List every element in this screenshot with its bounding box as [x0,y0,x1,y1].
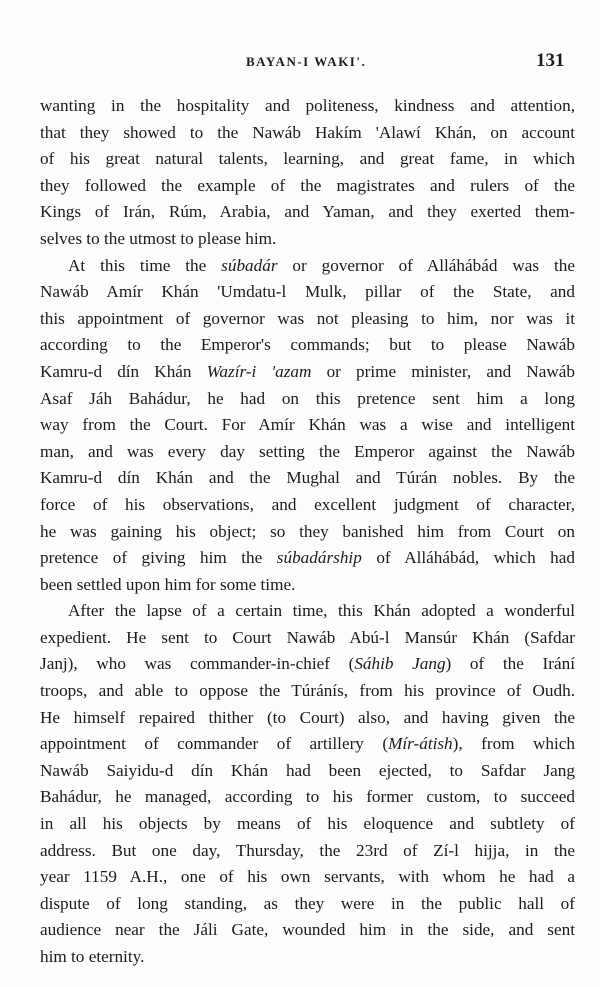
text-line: dispute of long standing, as they were in the public hall of [40,893,575,913]
text-line: this appointment of governor was not pleasing to him, nor was it [40,308,575,328]
text-line: that they showed to the Nawáb Hakím 'Alawí Khán, on account [40,122,575,142]
text-line: After the lapse of a certain time, this Khán adopted a wonderful [68,601,575,621]
text-line: according to the Emperor's commands; but to please Nawáb [40,335,575,355]
text-line: selves to the utmost to please him. [40,228,277,248]
text-line: Kings of Irán, Rúm, Arabia, and Yaman, and they exerted them- [40,202,575,222]
text-line: been settled upon him for some time. [40,574,296,594]
text-line: appointment of commander of artillery (Mír-átish), from which [40,734,575,754]
text-line: troops, and able to oppose the Túránís, from his province of Oudh. [40,681,575,701]
text-line: he was gaining his object; so they banished him from Court on [40,521,575,541]
page-number: 131 [536,50,565,71]
running-head: BAYAN-I WAKI'. [246,54,367,69]
text-line: address. But one day, Thursday, the 23rd of Zí-l hijja, in the [40,840,575,860]
text-line: At this time the súbadár or governor of Alláhábád was the [68,255,575,275]
text-line: He himself repaired thither (to Court) also, and having given the [40,707,575,727]
text-line: expedient. He sent to Court Nawáb Abú-l Mansúr Khán (Safdar [40,627,575,647]
text-line: pretence of giving him the súbadárship of Alláhábád, which had [40,548,575,568]
text-line: they followed the example of the magistrates and rulers of the [40,175,575,195]
paragraph [40,253,575,599]
text-line: of his great natural talents, learning, and great fame, in which [40,149,575,169]
paragraph [40,93,575,253]
text-line: year 1159 A.H., one of his own servants, with whom he had a [40,867,575,887]
text-line: Bahádur, he managed, according to his former custom, to succeed [40,787,575,807]
text-line: man, and was every day setting the Emperor against the Nawáb [40,441,575,461]
text-line: Asaf Jáh Bahádur, he had on this pretence sent him a long [40,388,575,408]
text-line: way from the Court. For Amír Khán was a wise and intelligent [40,415,575,435]
body-text [40,93,575,971]
text-line: audience near the Jáli Gate, wounded him in the side, and sent [40,920,575,940]
text-line: Nawáb Saiyidu-d dín Khán had been ejected, to Safdar Jang [40,760,575,780]
text-line: Kamru-d dín Khán Wazír-i 'azam or prime minister, and Nawáb [40,361,575,381]
text-line: in all his objects by means of his eloquence and subtlety of [40,814,575,834]
text-line: force of his observations, and excellent judgment of character, [40,494,575,514]
text-line: Janj), who was commander-in-chief (Sáhib Jang) of the Irání [40,654,575,674]
text-line: wanting in the hospitality and politeness, kindness and attention, [40,96,575,115]
text-line: Kamru-d dín Khán and the Mughal and Túrán nobles. By the [40,468,575,488]
paragraph [40,598,575,970]
text-line: Nawáb Amír Khán 'Umdatu-l Mulk, pillar of the State, and [40,282,575,302]
text-line: him to eternity. [40,947,145,966]
